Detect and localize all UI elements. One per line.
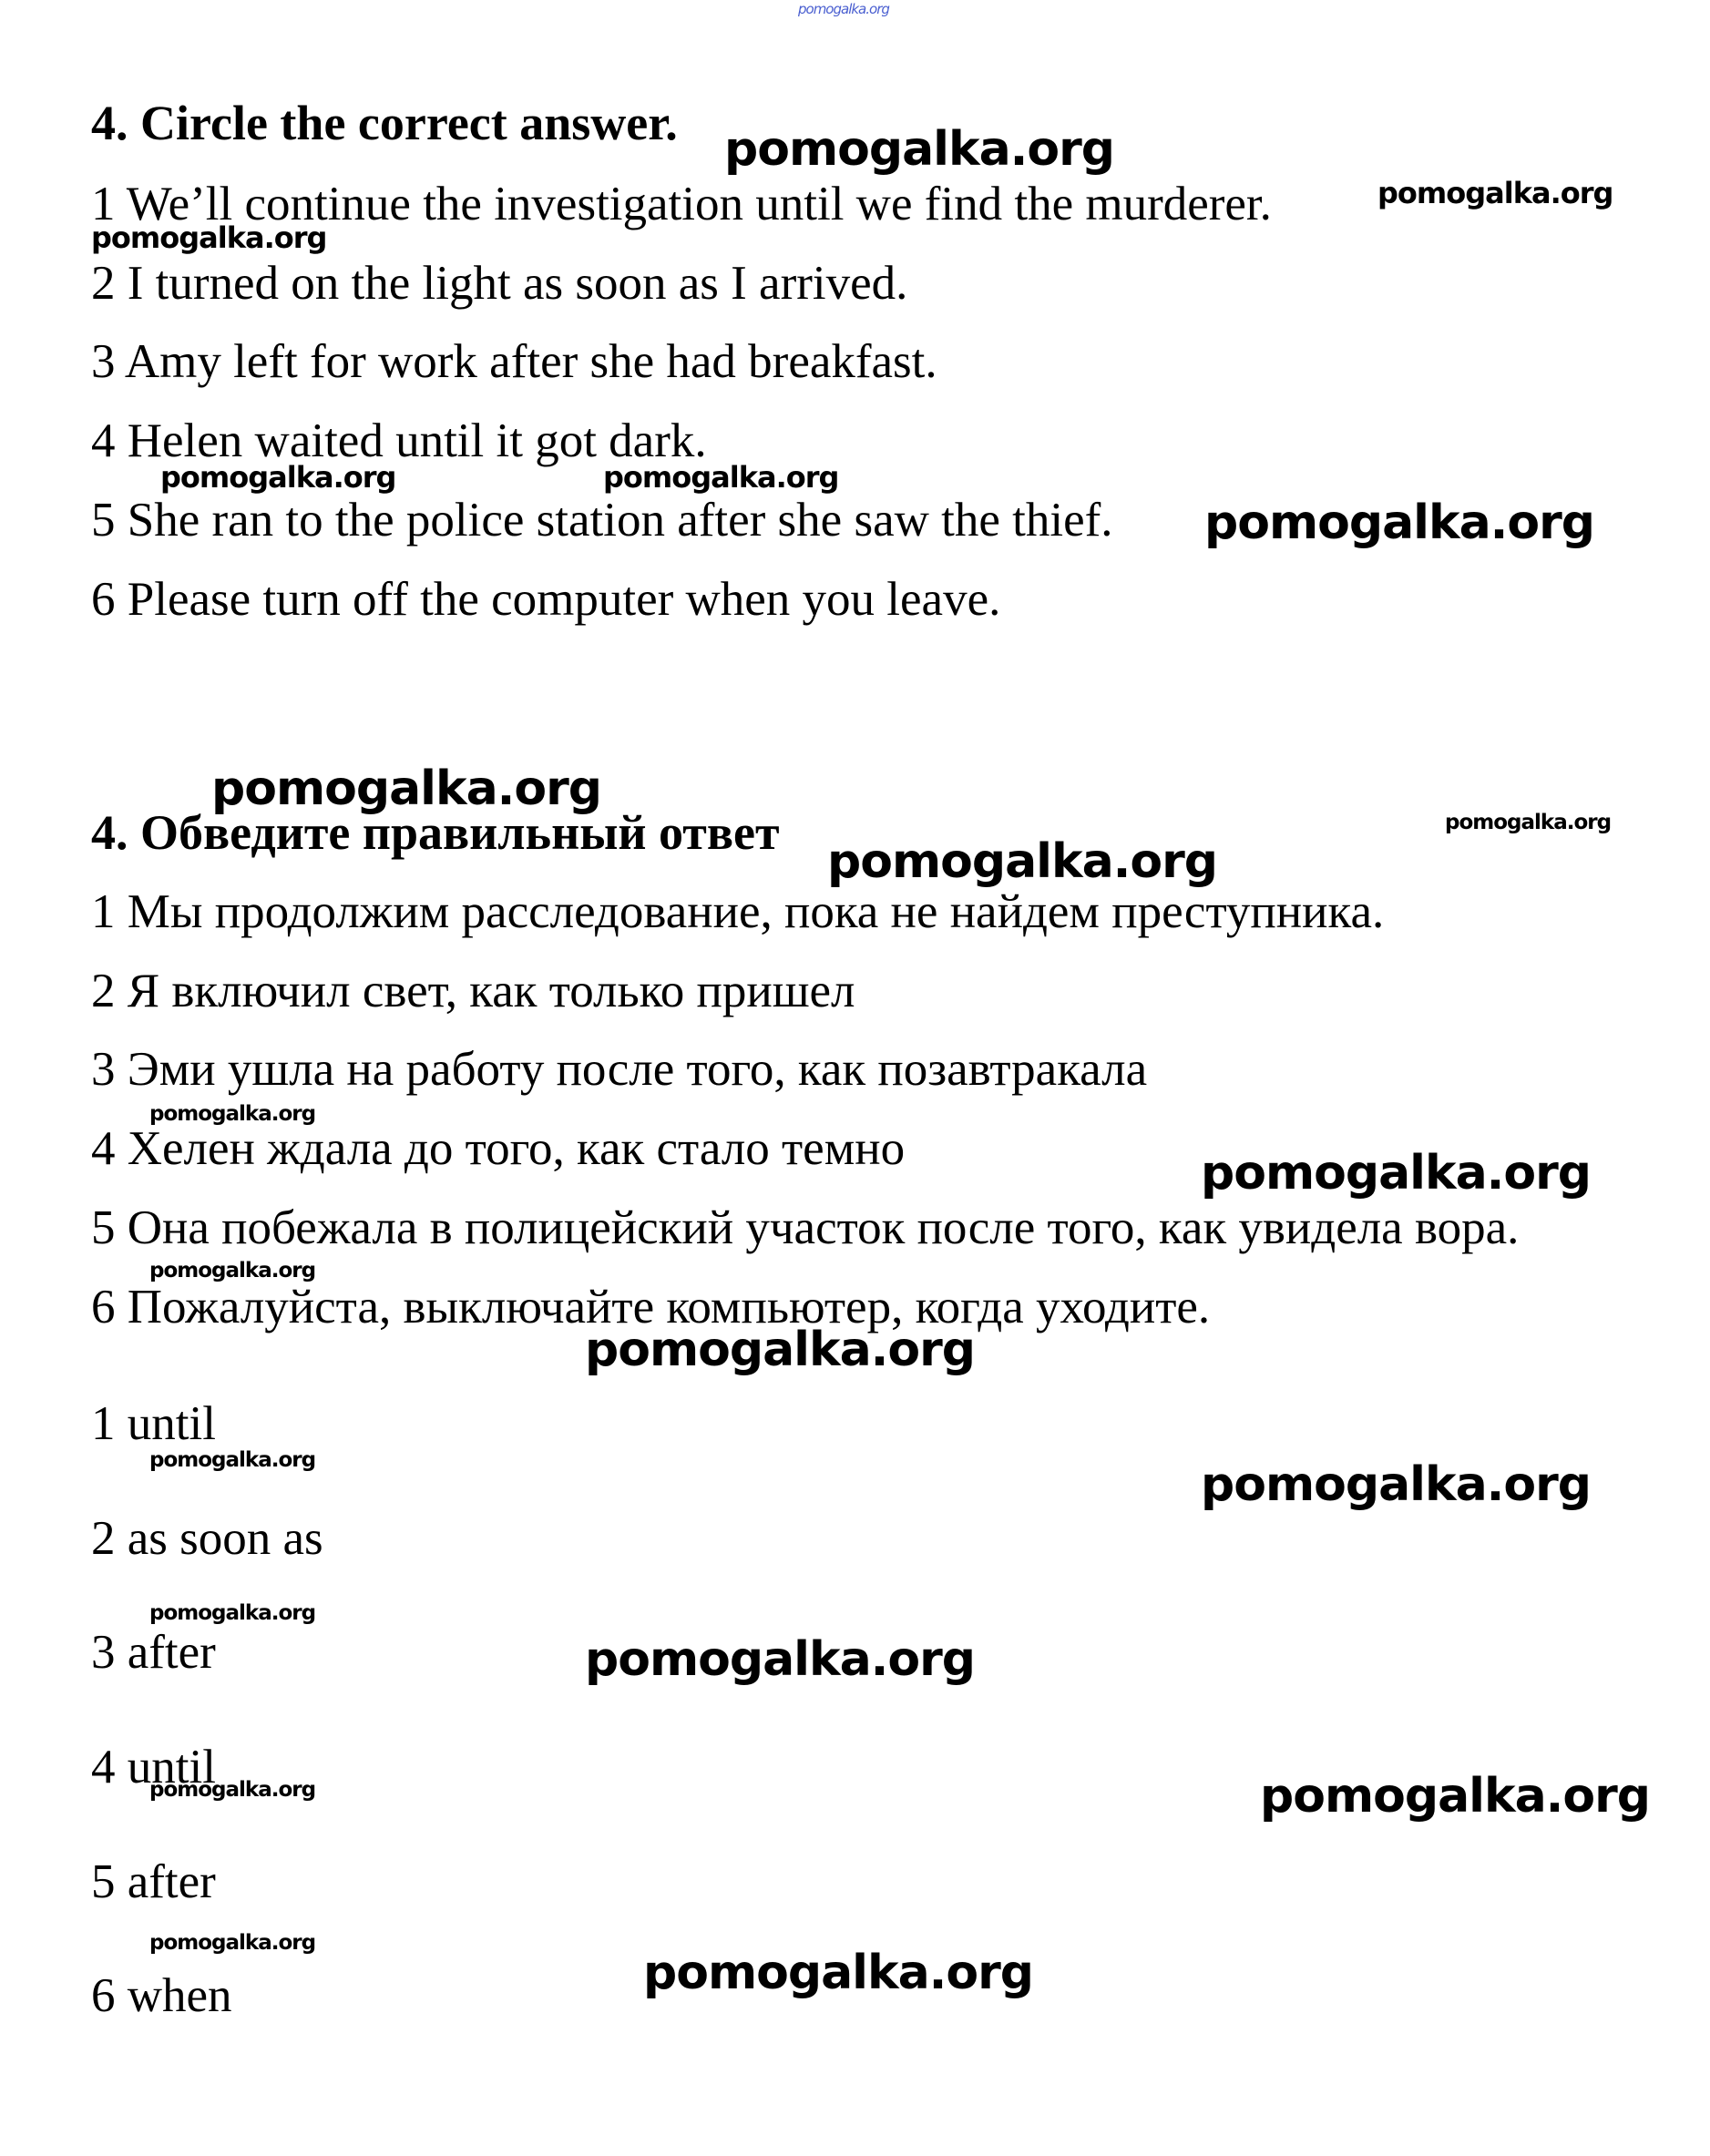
- russian-sentence-5: 5 Она побежала в полицейский участок после того, как увидела вора.: [91, 1201, 1520, 1254]
- watermark: pomogalka.org: [1445, 811, 1612, 834]
- watermark: pomogalka.org: [827, 834, 1218, 889]
- russian-sentence-2: 2 Я включил свет, как только пришел: [91, 965, 855, 1017]
- answer-4: 4 until: [91, 1741, 216, 1793]
- answer-5: 5 after: [91, 1855, 216, 1908]
- answer-2: 2 as soon as: [91, 1512, 323, 1565]
- watermark: pomogalka.org: [1204, 496, 1595, 550]
- watermark: pomogalka.org: [149, 1259, 316, 1282]
- english-sentence-5: 5 She ran to the police station after she saw the thief.: [91, 494, 1113, 547]
- watermark: pomogalka.org: [1201, 1457, 1592, 1512]
- russian-sentence-1: 1 Мы продолжим расследование, пока не найдем преступника.: [91, 885, 1385, 938]
- watermark: pomogalka.org: [160, 460, 396, 495]
- watermark: pomogalka.org: [798, 1, 889, 17]
- watermark: pomogalka.org: [149, 1102, 316, 1126]
- answer-1: 1 until: [91, 1397, 216, 1450]
- english-sentence-6: 6 Please turn off the computer when you leave.: [91, 573, 1001, 626]
- watermark: pomogalka.org: [603, 460, 839, 495]
- russian-heading: 4. Обведите правильный ответ: [91, 805, 780, 860]
- answer-3: 3 after: [91, 1626, 216, 1679]
- english-sentence-1: 1 We’ll continue the investigation until we find the murderer.: [91, 178, 1272, 230]
- answer-6: 6 when: [91, 1969, 232, 2022]
- watermark: pomogalka.org: [149, 1601, 316, 1625]
- russian-sentence-4: 4 Хелен ждала до того, как стало темно: [91, 1122, 906, 1175]
- russian-sentence-6: 6 Пожалуйста, выключайте компьютер, когда уходите.: [91, 1281, 1211, 1333]
- english-sentence-2: 2 I turned on the light as soon as I arrived.: [91, 257, 908, 310]
- english-sentence-3: 3 Amy left for work after she had breakfast.: [91, 335, 937, 388]
- watermark: pomogalka.org: [585, 1632, 976, 1687]
- watermark: pomogalka.org: [643, 1946, 1034, 2000]
- watermark: pomogalka.org: [211, 761, 602, 816]
- russian-sentence-3: 3 Эми ушла на работу после того, как позавтракала: [91, 1043, 1148, 1096]
- watermark: pomogalka.org: [1201, 1146, 1592, 1201]
- watermark: pomogalka.org: [1377, 176, 1613, 210]
- english-sentence-4: 4 Helen waited until it got dark.: [91, 414, 707, 467]
- watermark: pomogalka.org: [149, 1448, 316, 1472]
- watermark: pomogalka.org: [149, 1931, 316, 1955]
- watermark: pomogalka.org: [149, 1778, 316, 1802]
- watermark: pomogalka.org: [585, 1323, 976, 1377]
- watermark: pomogalka.org: [1260, 1769, 1651, 1824]
- english-heading: 4. Circle the correct answer.: [91, 96, 678, 150]
- watermark: pomogalka.org: [91, 220, 327, 255]
- watermark: pomogalka.org: [724, 122, 1115, 177]
